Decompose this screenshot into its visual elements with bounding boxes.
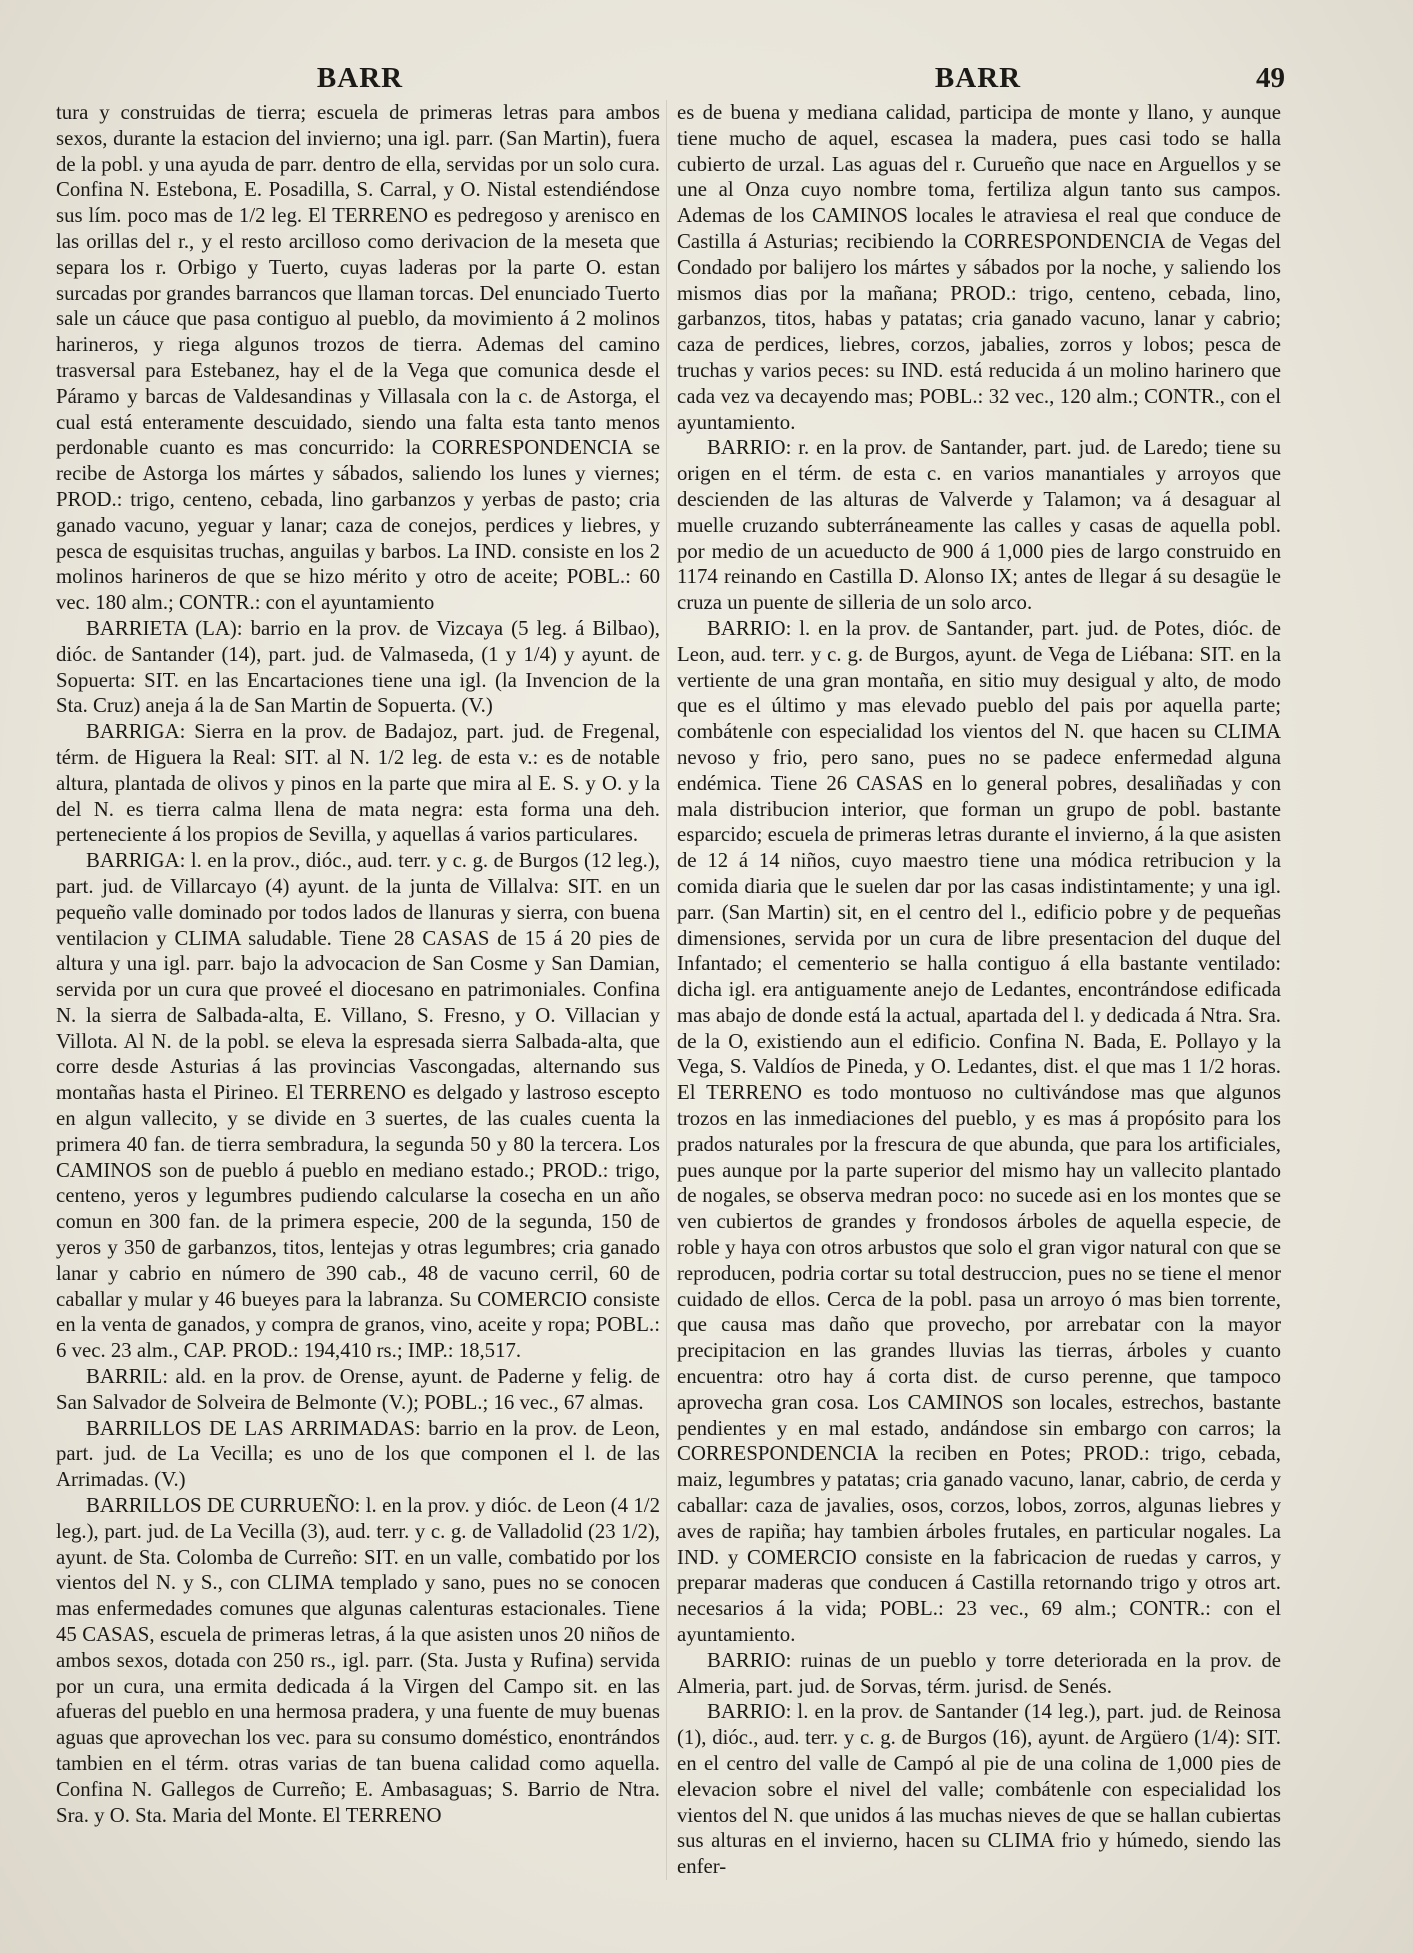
- entry-paragraph: BARRILLOS DE CURRUEÑO: l. en la prov. y dióc. de Leon (4 1/2 leg.), part. jud. de La Vecilla (3), aud. terr. y c. g. de Valladolid (23 1/2), ayunt. de Sta. Colomba de Curreño: SIT. en un valle, combatido por los vientos del N. y S., con CLIMA templado y sano, pues no se conocen mas enfermedades comunes que algunas calenturas estacionales. Tiene 45 CASAS, escuela de primeras letras, á la que asisten unos 20 niños de ambos sexos, dotada con 250 rs., igl. parr. (Sta. Justa y Rufina) servida por un cura, una ermita dedicada á la Virgen del Campo sit. en las afueras del pueblo en una hermosa pradera, y una fuente de muy buenas aguas que aprovechan los vec. para su consumo doméstico, enontrándos tambien en el térm. otras varias de tan buena calidad como aquella. Confina N. Gallegos de Curreño; E. Ambasaguas; S. Barrio de Ntra. Sra. y O. Sta. Maria del Monte. El TERRENO: [56, 1494, 660, 1827]
- entry-paragraph: BARRIO: r. en la prov. de Santander, part. jud. de Laredo; tiene su origen en el térm. de esta c. en varios manantiales y arroyos que descienden de las alturas de Valverde y Talamon; va á desaguar al muelle cruzando subterráneamente las calles y casas de aquella pobl. por medio de un acueducto de 900 á 1,000 pies de largo construido en 1174 reinando en Castilla D. Alonso IX; antes de llegar á su desagüe le cruza un puente de silleria de un solo arco.: [677, 436, 1281, 615]
- entry-paragraph: tura y construidas de tierra; escuela de primeras letras para ambos sexos, durante la estacion del invierno; una igl. parr. (San Martin), fuera de la pobl. y una ayuda de parr. dentro de ella, servidas por un solo cura. Confina N. Estebona, E. Posadilla, S. Carral, y O. Nistal estendiéndose sus lím. poco mas de 1/2 leg. El TERRENO es pedregoso y arenisco en las orillas del r., y el resto arcilloso como derivacion de la meseta que separa los r. Orbigo y Tuerto, cuyas laderas por la parte O. estan surcadas por grandes barrancos que llaman torcas. Del enunciado Tuerto sale un cáuce que pasa contiguo al pueblo, da movimiento á 2 molinos harineros, y riega algunos trozos de tierra. Ademas del camino trasversal para Estebanez, hay el de la Vega que comunica desde el Páramo y barcas de Valdesandinas y Villasala con la c. de Astorga, el cual está enteramente descuidado, siendo una falta esta tanto menos perdonable cuanto es mas concurrido: la CORRESPONDENCIA se recibe de Astorga los mártes y sábados, saliendo los lunes y viernes; PROD.: trigo, centeno, cebada, lino garbanzos y yerbas de pasto; cria ganado vacuno, yeguar y lanar; caza de conejos, perdices y liebres, y pesca de esquisitas truchas, anguilas y barbos. La IND. consiste en los 2 molinos harineros de que se hizo mérito y otro de aceite; POBL.: 60 vec. 180 alm.; CONTR.: con el ayuntamiento: [56, 101, 660, 615]
- entry-paragraph: BARRIL: ald. en la prov. de Orense, ayunt. de Paderne y felig. de San Salvador de Solveira de Belmonte (V.); POBL.; 16 vec., 67 almas.: [56, 1365, 660, 1414]
- left-column: [56, 100, 660, 1828]
- entry-paragraph: BARRIO: l. en la prov. de Santander, part. jud. de Potes, dióc. de Leon, aud. terr. y c. g. de Burgos, ayunt. de Vega de Liébana: SIT. en la vertiente de una gran montaña, en sitio muy desigual y alto, de modo que es el último y mas elevado pueblo del pais por aquella parte; combátenle con especialidad los vientos del N. que hacen su CLIMA nevoso y frio, pero sano, pues no se padece enfermedad alguna endémica. Tiene 26 CASAS en lo general pobres, desaliñadas y con mala distribucion interior, que forman un grupo de pobl. bastante esparcido; escuela de primeras letras durante el invierno, á la que asisten de 12 á 14 niños, cuyo maestro tiene una módica retribucion y la comida diaria que le suelen dar por las casas indistintamente; y una igl. parr. (San Martin) sit, en el centro del l., edificio pobre y de pequeñas dimensiones, servida por un cura de libre presentacion del duque del Infantado; el cementerio se halla contiguo á ella bastante ventilado: dicha igl. era antiguamente anejo de Ledantes, encontrándose edificada mas abajo de donde está la actual, apartada del l. y dedicada á Ntra. Sra. de la O, existiendo aun el edificio. Confina N. Bada, E. Pollayo y la Vega, S. Valdíos de Pineda, y O. Ledantes, dist. el que mas 1 1/2 horas. El TERRENO es todo montuoso no cultivándose mas que algunos trozos en las inmediaciones del pueblo, y es mas á propósito para los prados naturales por la frescura de que abunda, que para los artificiales, pues aunque por la parte superior del mismo hay un vallecito plantado de nogales, se observa medran poco: no sucede asi en los montes que se ven cubiertos de grandes y frondosos árboles de aquella especie, de roble y haya con otros arbustos que solo el gran vigor natural con que se reproducen, podria cortar su total destruccion, pues no se tiene el menor cuidado de ellos. Cerca de la pobl. pasa un arroyo ó mas bien torrente, que causa mas daño que provecho, por arrebatar con la mayor precipitacion en las grandes lluvias las tierras, árboles y cuanto encuentra: otro hay á corta dist. de curso perenne, que tampoco aprovecha gran cosa. Los CAMINOS son locales, estrechos, bastante pendientes y en mal estado, andándose sin embargo con carros; la CORRESPONDENCIA la reciben en Potes; PROD.: trigo, cebada, maiz, legumbres y patatas; cria ganado vacuno, lanar, cabrio, de cerda y caballar: caza de javalies, osos, corzos, lobos, zorros, algunas liebres y aves de rapiña; hay tambien árboles frutales, en particular nogales. La IND. y COMERCIO consiste en la fabricacion de ruedas y carros, y preparar maderas que conducen á Castilla retornando trigo y otros art. necesarios á la vida; POBL.: 23 vec., 69 alm.; CONTR.: con el ayuntamiento.: [677, 616, 1282, 1647]
- entry-paragraph: BARRILLOS DE LAS ARRIMADAS: barrio en la prov. de Leon, part. jud. de La Vecilla; es uno de los que componen el l. de las Arrimadas. (V.): [56, 1416, 660, 1492]
- right-column: [677, 100, 1281, 1880]
- entry-paragraph: BARRIO: l. en la prov. de Santander (14 leg.), part. jud. de Reinosa (1), dióc., aud. terr. y c. g. de Burgos (16), ayunt. de Argüero (1/4): SIT. en el centro del valle de Campó al pie de una colina de 1,000 pies de elevacion sobre el nivel del valle; combátenle con especialidad los vientos del N. que unidos á las muchas nieves de que se hallan cubiertas sus alturas en el invierno, hacen su CLIMA frio y húmedo, siendo las enfer-: [677, 1700, 1281, 1879]
- running-header-right: BARR: [934, 62, 1022, 94]
- page-number: 49: [1256, 62, 1285, 94]
- entry-paragraph: BARRIO: ruinas de un pueblo y torre deteriorada en la prov. de Almeria, part. jud. de Sorvas, térm. jurisd. de Senés.: [677, 1648, 1281, 1698]
- entry-paragraph: BARRIGA: Sierra en la prov. de Badajoz, part. jud. de Fregenal, térm. de Higuera la Real: SIT. al N. 1/2 leg. de esta v.: es de notable altura, plantada de olivos y pinos en la parte que mira al E. S. y O. y la del N. es tierra calma llena de mata negra: esta forma una deh. perteneciente á los propios de Sevilla, y aquellas á varios particulares.: [56, 720, 660, 847]
- entry-paragraph: BARRIETA (LA): barrio en la prov. de Vizcaya (5 leg. á Bilbao), dióc. de Santander (14), part. jud. de Valmaseda, (1 y 1/4) y ayunt. de Sopuerta: SIT. en las Encartaciones tiene una igl. (la Invencion de la Sta. Cruz) aneja á la de San Martin de Sopuerta. (V.): [56, 616, 660, 718]
- running-header-left: BARR: [316, 62, 404, 94]
- entry-paragraph: BARRIGA: l. en la prov., dióc., aud. terr. y c. g. de Burgos (12 leg.), part. jud. de Villarcayo (4) ayunt. de la junta de Villalva: SIT. en un pequeño valle dominado por todos lados de llanuras y sierra, con buena ventilacion y CLIMA saludable. Tiene 28 CASAS de 15 á 20 pies de altura y una igl. parr. bajo la advocacion de San Cosme y San Damian, servida por un cura que proveé el diocesano en patrimoniales. Confina N. la sierra de Salbada-alta, E. Villano, S. Fresno, y O. Villacian y Villota. Al N. de la pobl. se eleva la espresada sierra Salbada-alta, que corre desde Asturias á las provincias Vascongadas, alternando sus montañas hasta el Pirineo. El TERRENO es delgado y lastroso escepto en algun vallecito, y se divide en 3 suertes, de las cuales cuenta la primera 40 fan. de tierra sembradura, la segunda 50 y 80 la tercera. Los CAMINOS son de pueblo á pueblo en mediano estado.; PROD.: trigo, centeno, yeros y legumbres pudiendo calcularse la cosecha en un año comun en 300 fan. de la primera especie, 200 de la segunda, 150 de yeros y 350 de garbanzos, titos, lentejas y otras legumbres; cria ganado lanar y cabrio en número de 390 cab., 48 de vacuno cerril, 60 de caballar y mular y 46 bueyes para la labranza. Su COMERCIO consiste en la venta de ganados, y compra de granos, vino, aceite y ropa; POBL.: 6 vec. 23 alm., CAP. PROD.: 194,410 rs.; IMP.: 18,517.: [56, 849, 660, 1363]
- entry-paragraph: es de buena y mediana calidad, participa de monte y llano, y aunque tiene mucho de aquel, escasea la madera, pues casi todo se halla cubierto de urzal. Las aguas del r. Curueño que nace en Arguellos y se une al Onza cuyo nombre toma, fertiliza algun tanto sus campos. Ademas de los CAMINOS locales le atraviesa el real que conduce de Castilla á Asturias; recibiendo la CORRESPONDENCIA de Vegas del Condado por balijero los mártes y sábados por la noche, y saliendo los mismos dias por la mañana; PROD.: trigo, centeno, cebada, lino, garbanzos, titos, habas y patatas; cria ganado vacuno, lanar y cabrio; caza de perdices, liebres, corzos, jabalies, zorros y lobos; pesca de truchas y varios peces: su IND. está reducida á un molino harinero que cada vez va decayendo mas; POBL.: 32 vec., 120 alm.; CONTR., con el ayuntamiento.: [677, 101, 1281, 434]
- column-divider: [666, 100, 667, 1880]
